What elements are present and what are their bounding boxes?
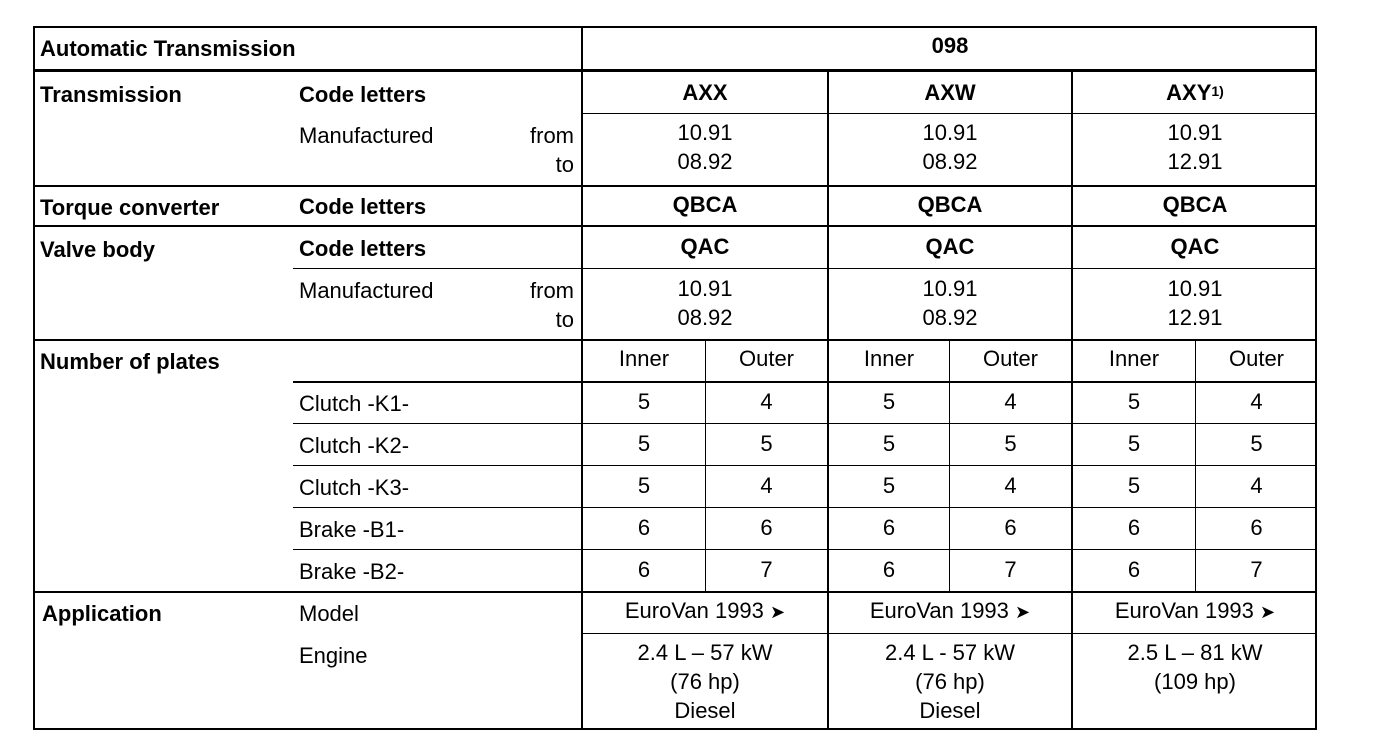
plate-name: Clutch -K1-	[299, 391, 410, 416]
arrow-right-icon: ➤	[1260, 602, 1276, 622]
section-number-of-plates: Number of plates	[40, 349, 220, 374]
plate-value: 6	[882, 557, 896, 582]
trans-from-col3: 10.91	[1167, 120, 1223, 145]
rule-plates	[33, 591, 1317, 593]
valve-to-col2: 08.92	[922, 305, 978, 330]
plate-value: 5	[760, 431, 773, 456]
plate-value: 4	[1250, 473, 1263, 498]
model-col1: EuroVan 1993 ➤	[624, 598, 786, 623]
rule-k1	[293, 423, 1317, 424]
torque-col1: QBCA	[672, 192, 738, 217]
valve-to-label: to	[555, 307, 574, 332]
trans-from-col2: 10.91	[922, 120, 978, 145]
transmission-manufactured-label: Manufactured	[299, 123, 434, 148]
valve-col1: QAC	[680, 234, 730, 259]
plate-value: 5	[637, 389, 651, 414]
plate-value: 7	[1250, 557, 1263, 582]
plate-value: 6	[637, 515, 651, 540]
valve-to-col1: 08.92	[677, 305, 733, 330]
trans-to-col2: 08.92	[922, 149, 978, 174]
footnote-marker: 1)	[1211, 83, 1224, 99]
valve-manufactured-label: Manufactured	[299, 278, 434, 303]
plate-value: 5	[637, 431, 651, 456]
engine-col1-line1: 2.4 L – 57 kW	[637, 640, 773, 665]
model-col3: EuroVan 1993 ➤	[1114, 598, 1276, 623]
engine-label: Engine	[299, 643, 368, 668]
vrule-split3	[1195, 339, 1196, 591]
section-transmission: Transmission	[40, 82, 182, 107]
inner-header-col1: Inner	[618, 346, 670, 371]
code-col1: AXX	[682, 80, 728, 105]
rule-b1	[293, 549, 1317, 550]
torque-col2: QBCA	[917, 192, 983, 217]
plate-value: 5	[1127, 473, 1141, 498]
rule-k3	[293, 507, 1317, 508]
plate-name: Brake -B2-	[299, 559, 405, 584]
rule-torque	[33, 225, 1317, 227]
code-col2: AXW	[924, 80, 976, 105]
engine-col3-line2: (109 hp)	[1154, 669, 1236, 694]
rule-transmission	[33, 185, 1317, 187]
valve-from-col3: 10.91	[1167, 276, 1223, 301]
rule-valve	[33, 339, 1317, 341]
arrow-right-icon: ➤	[770, 602, 786, 622]
transmission-from-label: from	[530, 123, 574, 148]
trans-to-col1: 08.92	[677, 149, 733, 174]
section-torque-converter: Torque converter	[40, 195, 220, 220]
rule-code	[583, 113, 1317, 114]
plate-value: 6	[1127, 515, 1141, 540]
plate-value: 6	[637, 557, 651, 582]
plate-value: 4	[760, 473, 773, 498]
rule-header	[33, 69, 1317, 72]
rule-model	[583, 633, 1317, 634]
valve-code-label: Code letters	[299, 236, 427, 261]
plate-value: 6	[1250, 515, 1263, 540]
plate-value: 5	[882, 431, 896, 456]
model-label: Model	[299, 601, 359, 626]
plate-value: 7	[760, 557, 773, 582]
torque-col3: QBCA	[1162, 192, 1228, 217]
plate-value: 4	[1250, 389, 1263, 414]
vrule-split1	[705, 339, 706, 591]
plate-value: 4	[1004, 389, 1017, 414]
plate-value: 6	[1127, 557, 1141, 582]
section-application: Application	[42, 601, 162, 626]
trans-to-col3: 12.91	[1167, 149, 1223, 174]
table-title: Automatic Transmission	[40, 36, 296, 61]
valve-from-col2: 10.91	[922, 276, 978, 301]
torque-code-label: Code letters	[299, 194, 427, 219]
plate-name: Clutch -K3-	[299, 475, 410, 500]
transmission-family: 098	[931, 33, 969, 58]
plate-value: 5	[1250, 431, 1263, 456]
valve-from-label: from	[530, 278, 574, 303]
plate-value: 7	[1004, 557, 1017, 582]
vrule-split2	[949, 339, 950, 591]
valve-col3: QAC	[1170, 234, 1220, 259]
plate-name: Brake -B1-	[299, 517, 405, 542]
inner-header-col3: Inner	[1108, 346, 1160, 371]
plate-value: 5	[1127, 389, 1141, 414]
engine-col2-line3: Diesel	[919, 698, 981, 723]
plate-value: 5	[1127, 431, 1141, 456]
valve-col2: QAC	[925, 234, 975, 259]
plate-value: 5	[637, 473, 651, 498]
section-valve-body: Valve body	[40, 237, 155, 262]
transmission-code-label: Code letters	[299, 82, 427, 107]
engine-col2-line2: (76 hp)	[915, 669, 985, 694]
plate-value: 4	[760, 389, 773, 414]
plate-value: 6	[1004, 515, 1017, 540]
code-col3: AXY$^{1)}$	[1166, 80, 1224, 105]
rule-k2	[293, 465, 1317, 466]
inner-header-col2: Inner	[863, 346, 915, 371]
engine-col1-line2: (76 hp)	[670, 669, 740, 694]
model-col2: EuroVan 1993 ➤	[869, 598, 1031, 623]
engine-col1-line3: Diesel	[674, 698, 736, 723]
outer-header-col1: Outer	[738, 346, 795, 371]
plate-value: 6	[760, 515, 773, 540]
plate-value: 5	[882, 389, 896, 414]
plate-value: 5	[882, 473, 896, 498]
plate-value: 6	[882, 515, 896, 540]
valve-to-col3: 12.91	[1167, 305, 1223, 330]
rule-inner-outer	[293, 381, 1317, 383]
engine-col3-line1: 2.5 L – 81 kW	[1127, 640, 1263, 665]
arrow-right-icon: ➤	[1015, 602, 1031, 622]
plate-value: 4	[1004, 473, 1017, 498]
valve-from-col1: 10.91	[677, 276, 733, 301]
outer-header-col2: Outer	[982, 346, 1039, 371]
transmission-to-label: to	[555, 152, 574, 177]
rule-valve-code	[293, 268, 1317, 269]
trans-from-col1: 10.91	[677, 120, 733, 145]
plate-name: Clutch -K2-	[299, 433, 410, 458]
plate-value: 5	[1004, 431, 1017, 456]
outer-header-col3: Outer	[1228, 346, 1285, 371]
engine-col2-line1: 2.4 L - 57 kW	[884, 640, 1015, 665]
